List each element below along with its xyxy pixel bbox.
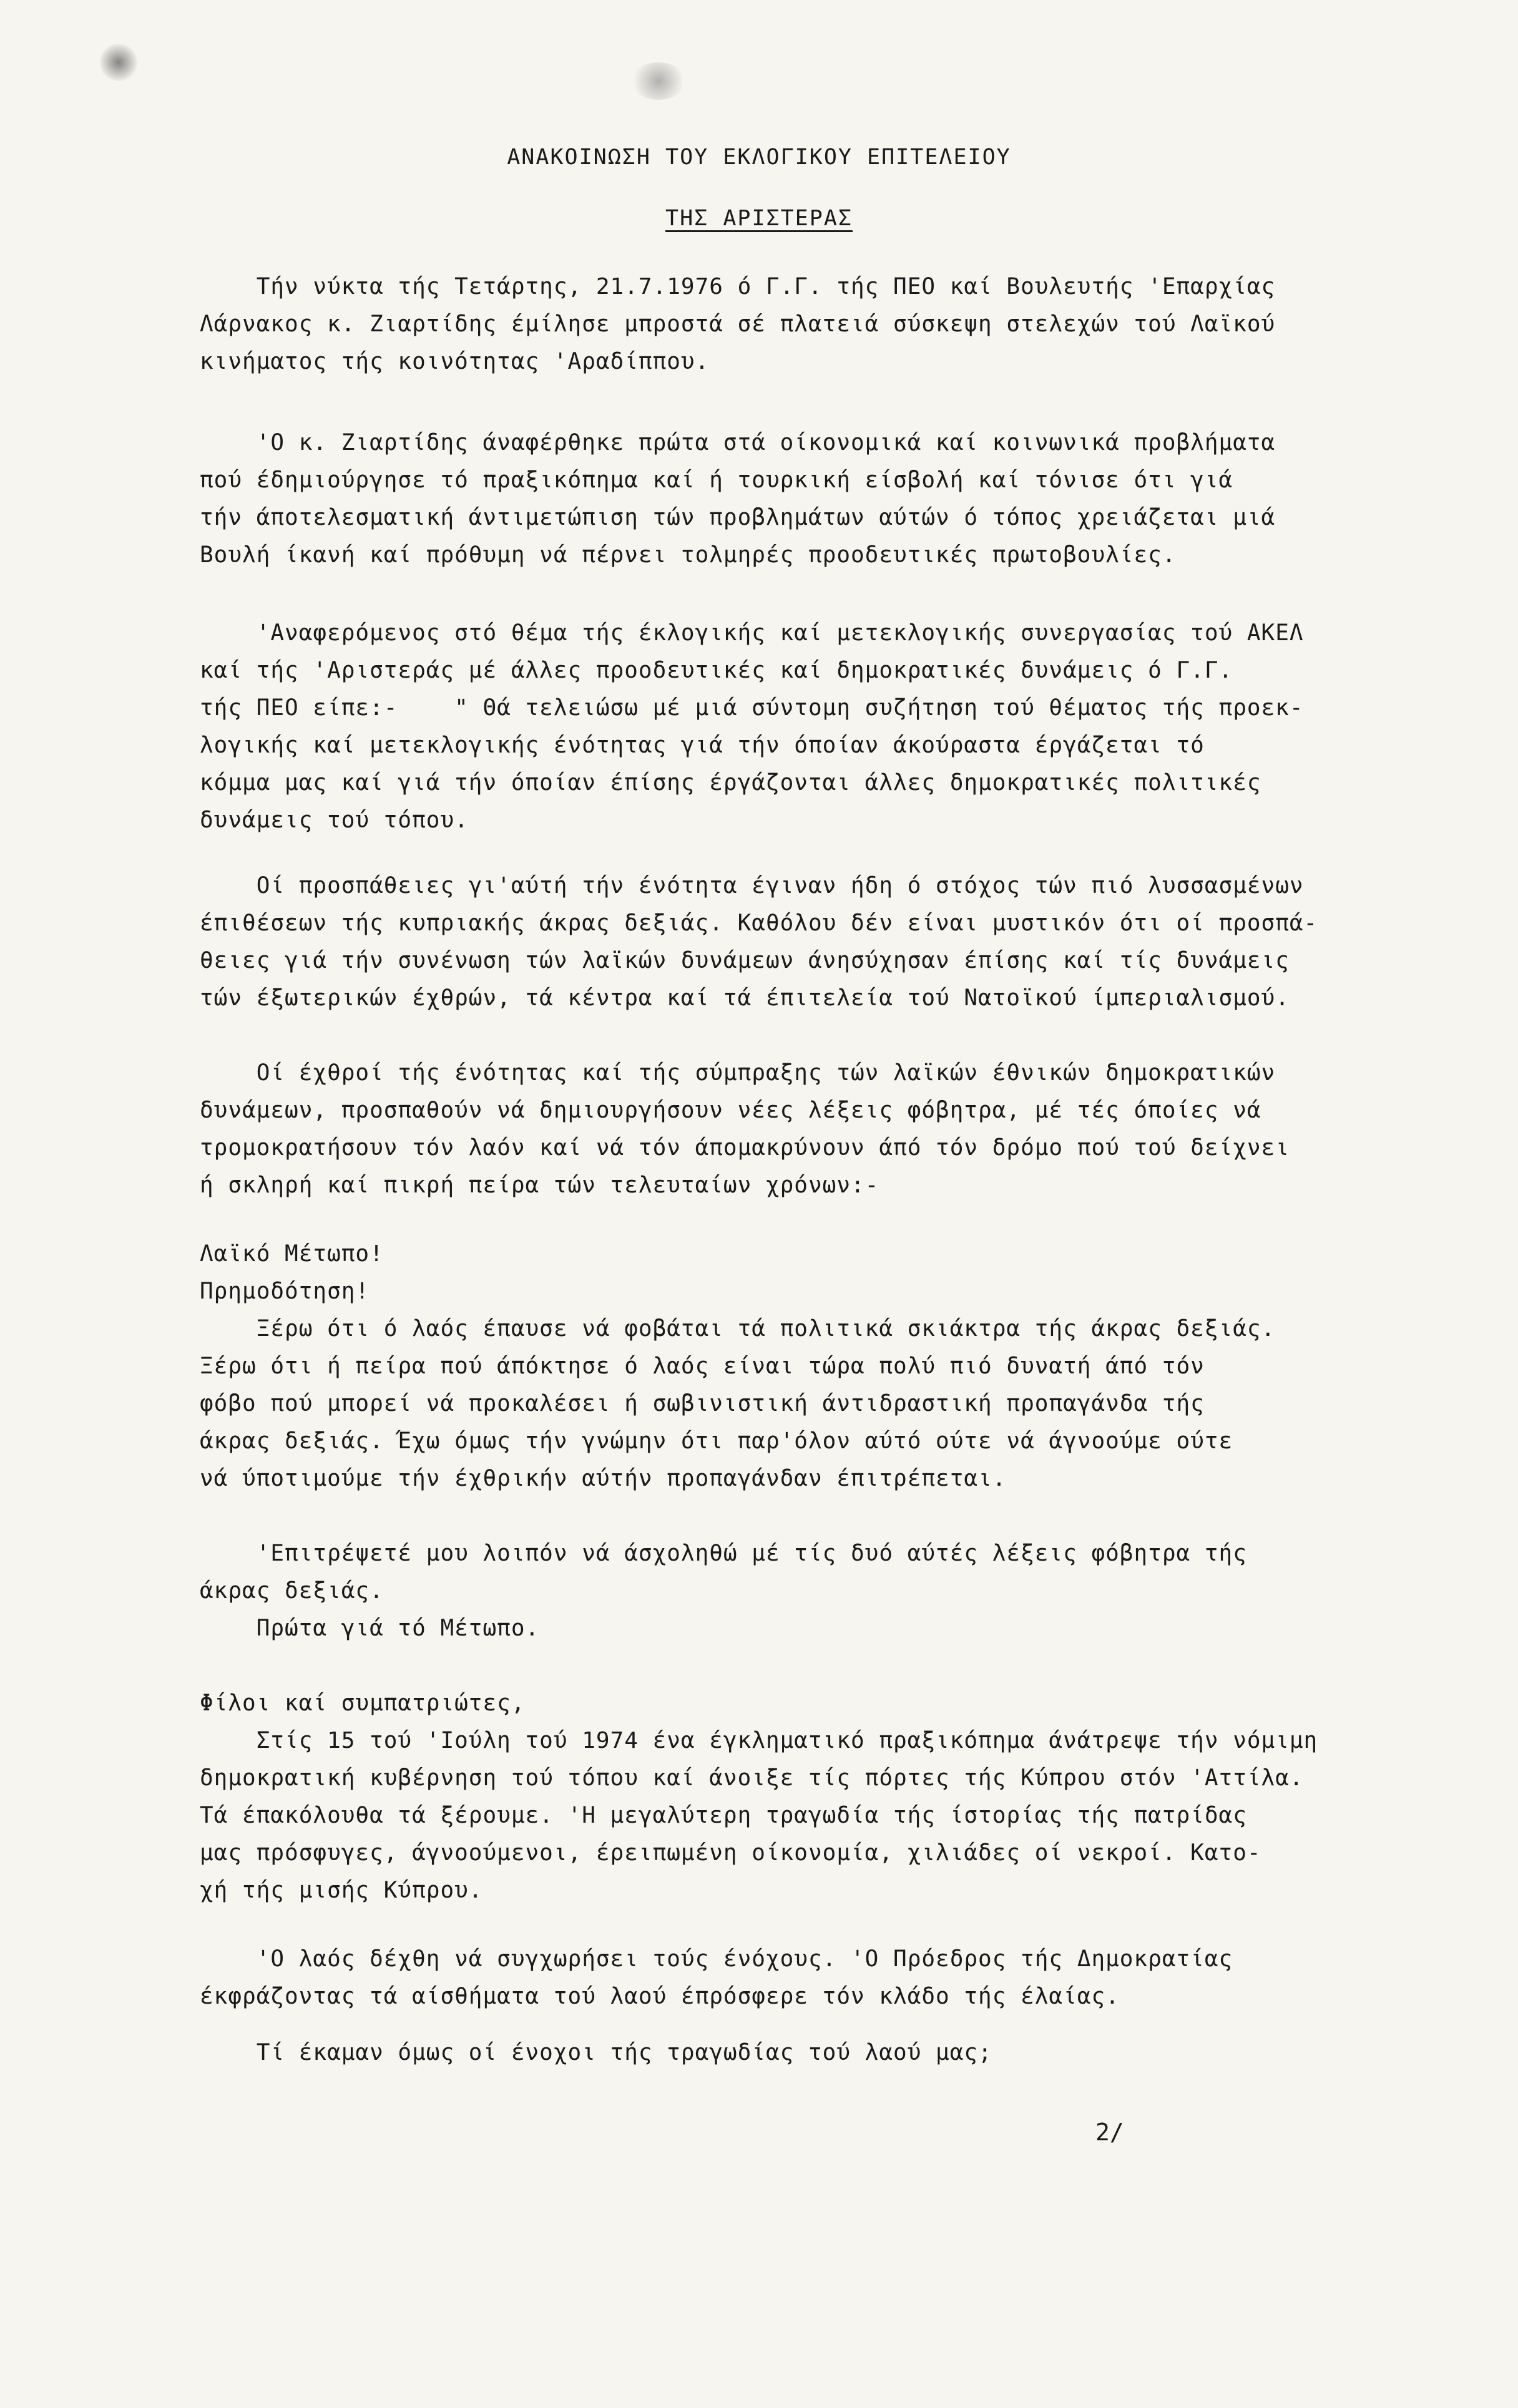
page-number: 2/	[1095, 2118, 1124, 2146]
text-line: 'Επιτρέψετέ μου λοιπόν νά άσχοληθώ μέ τίς δυό αύτές λέξεις φόβητρα τής	[200, 1541, 1247, 1566]
text-line: τήν άποτελεσματική άντιμετώπιση τών προβλημάτων αύτών ό τόπος χρειάζεται μιά	[200, 505, 1276, 530]
text-line: έκφράζοντας τά αίσθήματα τού λαού έπρόσφερε τόν κλάδο τής έλαίας.	[200, 1984, 1120, 2009]
text-line: κόμμα μας καί γιά τήν όποίαν έπίσης έργάζονται άλλες δημοκρατικές πολιτικές	[200, 770, 1261, 796]
text-line: Τά έπακόλουθα τά ξέρουμε. 'Η μεγαλύτερη τραγωδία τής ίστορίας τής πατρίδας	[200, 1803, 1247, 1828]
text-line: Πρώτα γιά τό Μέτωπο.	[200, 1616, 540, 1641]
text-line: κινήματος τής κοινότητας 'Αραδίππου.	[200, 349, 710, 374]
paragraph-6	[200, 1236, 1436, 1498]
text-line: Λαϊκό Μέτωπο!	[200, 1241, 384, 1267]
text-line: Τί έκαμαν όμως οί ένοχοι τής τραγωδίας τού λαού μας;	[200, 2040, 992, 2065]
text-line: δημοκρατική κυβέρνηση τού τόπου καί άνοιξε τίς πόρτες τής Κύπρου στόν 'Αττίλα.	[200, 1765, 1304, 1791]
text-line: Ξέρω ότι ή πείρα πού άπόκτησε ό λαός είναι τώρα πολύ πιό δυνατή άπό τόν	[200, 1353, 1205, 1379]
paragraph-5	[200, 1055, 1436, 1204]
text-line: Πρημοδότηση!	[200, 1279, 370, 1304]
text-line: Οί προσπάθειες γι'αύτή τήν ένότητα έγιναν ήδη ό στόχος τών πιό λυσσασμένων	[200, 873, 1304, 899]
text-line: καί τής 'Αριστεράς μέ άλλες προοδευτικές καί δημοκρατικές δυνάμεις ό Γ.Γ.	[200, 658, 1233, 683]
text-line: Στίς 15 τού 'Ιούλη τού 1974 ένα έγκληματικό πραξικόπημα άνάτρεψε τήν νόμιμη	[200, 1728, 1318, 1753]
text-line: τής ΠΕΟ είπε:- " Θά τελειώσω μέ μιά σύντομη συζήτηση τού θέματος τής προεκ-	[200, 695, 1304, 721]
text-line: χή τής μισής Κύπρου.	[200, 1878, 483, 1903]
text-line: Ξέρω ότι ό λαός έπαυσε νά φοβάται τά πολιτικά σκιάκτρα τής άκρας δεξιάς.	[200, 1316, 1276, 1342]
text-line: Οί έχθροί τής ένότητας καί τής σύμπραξης τών λαϊκών έθνικών δημοκρατικών	[200, 1060, 1276, 1086]
paragraph-2	[200, 424, 1436, 574]
scan-mark-top-left	[100, 44, 137, 81]
paragraph-10	[200, 2034, 1436, 2072]
text-line: λογικής καί μετεκλογικής ένότητας γιά τήν όποίαν άκούραστα έργάζεται τό	[200, 733, 1205, 758]
text-line: 'Αναφερόμενος στό θέμα τής έκλογικής καί μετεκλογικής συνεργασίας τού ΑΚΕΛ	[200, 620, 1304, 646]
text-line: δυνάμεις τού τόπου.	[200, 807, 469, 833]
text-line: πού έδημιούργησε τό πραξικόπημα καί ή τουρκική είσβολή καί τόνισε ότι γιά	[200, 467, 1233, 493]
document-subtitle: ΤΗΣ ΑΡΙΣΤΕΡΑΣ	[665, 206, 853, 231]
text-line: τών έξωτερικών έχθρών, τά κέντρα καί τά έπιτελεία τού Νατοϊκού ίμπεριαλισμού.	[200, 985, 1290, 1011]
text-line: τρομοκρατήσουν τόν λαόν καί νά τόν άπομακρύνουν άπό τόν δρόμο πού τού δείχνει	[200, 1135, 1290, 1161]
paragraph-9	[200, 1941, 1436, 2016]
text-line: άκρας δεξιάς.	[200, 1578, 384, 1604]
paragraph-1	[200, 268, 1436, 381]
text-line: νά ύποτιμούμε τήν έχθρικήν αύτήν προπαγάνδαν έπιτρέπεται.	[200, 1466, 1007, 1491]
text-line: Τήν νύκτα τής Τετάρτης, 21.7.1976 ό Γ.Γ. τής ΠΕΟ καί Βουλευτής 'Επαρχίας	[200, 274, 1276, 300]
text-line: έπιθέσεων τής κυπριακής άκρας δεξιάς. Καθόλου δέν είναι μυστικόν ότι οί προσπά-	[200, 910, 1318, 936]
paragraph-8	[200, 1685, 1436, 1909]
text-line: Λάρνακος κ. Ζιαρτίδης έμίλησε μπροστά σέ πλατειά σύσκεψη στελεχών τού Λαϊκού	[200, 311, 1276, 337]
paragraph-7	[200, 1535, 1436, 1647]
text-line: φόβο πού μπορεί νά προκαλέσει ή σωβινιστική άντιδραστική προπαγάνδα τής	[200, 1391, 1205, 1416]
document-title: ΑΝΑΚΟΙΝΩΣΗ ΤΟΥ ΕΚΛΟΓΙΚΟΥ ΕΠΙΤΕΛΕΙΟΥ	[507, 145, 1011, 170]
paragraph-3	[200, 615, 1436, 839]
text-line: ή σκληρή καί πικρή πείρα τών τελευταίων χρόνων:-	[200, 1172, 879, 1198]
text-line: 'Ο λαός δέχθη νά συγχωρήσει τούς ένόχους. 'Ο Πρόεδρος τής Δημοκρατίας	[200, 1946, 1233, 1972]
text-line: 'Ο κ. Ζιαρτίδης άναφέρθηκε πρώτα στά οίκονομικά καί κοινωνικά προβλήματα	[200, 430, 1276, 456]
scan-mark-top-center	[630, 62, 687, 100]
text-line: Βουλή ίκανή καί πρόθυμη νά πέρνει τολμηρές προοδευτικές πρωτοβουλίες.	[200, 542, 1177, 568]
text-line: δυνάμεων, προσπαθούν νά δημιουργήσουν νέες λέξεις φόβητρα, μέ τές όποίες νά	[200, 1098, 1261, 1123]
text-line: Φίλοι καί συμπατριώτες,	[200, 1690, 526, 1716]
text-line: μας πρόσφυγες, άγνοούμενοι, έρειπωμένη οίκονομία, χιλιάδες οί νεκροί. Κατο-	[200, 1840, 1261, 1866]
paragraph-4	[200, 867, 1436, 1017]
text-line: θειες γιά τήν συνένωση τών λαϊκών δυνάμεων άνησύχησαν έπίσης καί τίς δυνάμεις	[200, 948, 1290, 973]
text-line: άκρας δεξιάς. Έχω όμως τήν γνώμην ότι παρ'όλον αύτό ούτε νά άγνοούμε ούτε	[200, 1428, 1233, 1454]
